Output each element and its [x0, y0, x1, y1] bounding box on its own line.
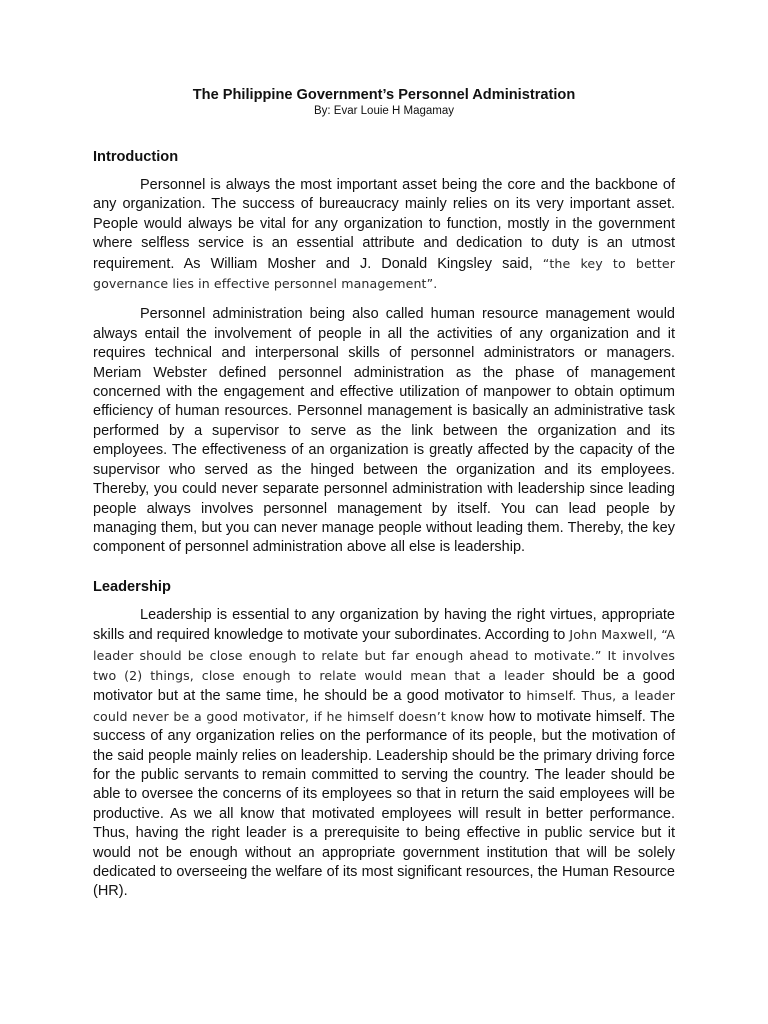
leadership-text-a: Leadership is essential to any organization by having the right virtues, appropriate skills and required knowledge to motivate your subordinates. According to	[93, 606, 675, 644]
leadership-paragraph-1	[93, 606, 675, 902]
mosher-kingsley-quote: “the key to better governance lies in effective personnel management”.	[93, 255, 675, 292]
motivator-quote: himself. Thus, a leader could never be a good motivator, if he himself doesn’t know	[93, 688, 675, 724]
document-byline: By: Evar Louie H Magamay	[314, 105, 454, 117]
maxwell-quote: John Maxwell, “A leader should be close enough to relate but far enough ahead to motivate.” It involves two (2) things, close enough to relate would mean that a leader	[93, 627, 675, 683]
introduction-heading: Introduction	[93, 149, 179, 165]
document-title: The Philippine Government’s Personnel Administration	[192, 87, 576, 103]
introduction-paragraph-2: Personnel administration being also called human resource management would always entail the involvement of people in all the activities of any organization and it requires technical and interpersonal skills of personnel administrators or managers. Meriam Webster defined personnel administration as the phase of management concerned with the engagement and effective utilization of manpower to obtain optimum efficiency of human resources. Personnel management is basically an administrative task performed by a supervisor to serve as the link between the organization and its employees. The effectiveness of an organization is greatly affected by the capacity of the supervisor who served as the hinged between the organization and its employees. Thereby, you could never separate personnel administration with leadership since leading people always involves personnel management by itself. You can lead people by managing them, but you can never manage people without leading them. Thereby, the key component of personnel administration above all else is leadership.	[93, 306, 675, 556]
introduction-paragraph-1	[93, 176, 675, 294]
leadership-text-c: how to motivate himself. The success of any organization relies on the performance of its people, but the motivation of the said people mainly relies on leadership. Leadership should be the primary driving force for the public servants to remain committed to serving the country. The leader should be able to oversee the concerns of its employees so that in return the said employees will be productive. As we all know that motivated employees will result in better performance. Thus, having the right leader is a prerequisite to being effective in public service but it would not be enough without an appropriate government institution that will be solely dedicated to overseeing the welfare of its most significant resources, the Human Resource (HR).	[93, 708, 675, 900]
leadership-text-b: should be a good motivator but at the same time, he should be a good motivator to	[93, 667, 675, 705]
introduction-paragraph-1-text: Personnel is always the most important asset being the core and the backbone of any organization. The success of bureaucracy mainly relies on its very important asset. People would always be vital for any organization to function, mostly in the government where selfless service is an essential attribute and dedication to duty is an utmost requirement. As William Mosher and J. Donald Kingsley said,	[93, 177, 675, 272]
document-page	[93, 86, 675, 913]
leadership-heading: Leadership	[93, 578, 171, 595]
